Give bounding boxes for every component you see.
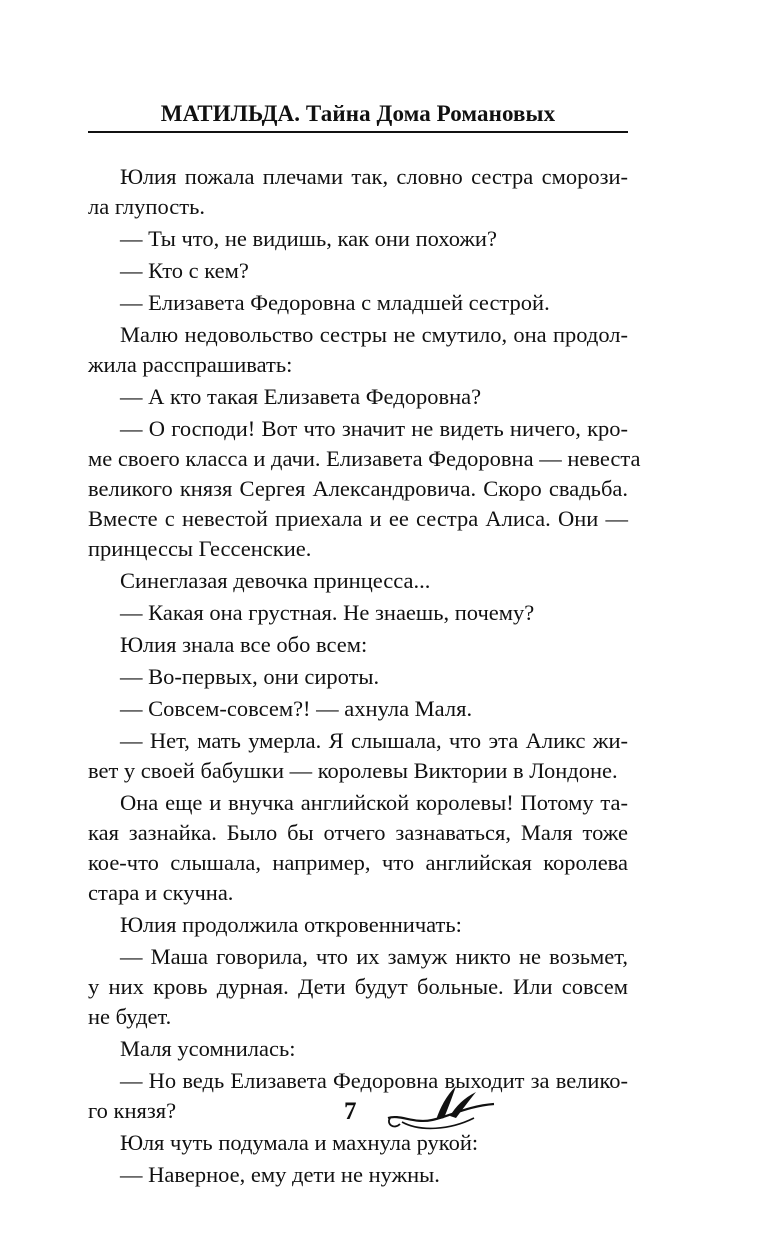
paragraph-line: ме своего класса и дачи. Елизавета Федоровна — невеста	[88, 446, 641, 471]
paragraph-first-line: — Наверное, ему дети не нужны.	[120, 1162, 440, 1187]
paragraph-first-line: — Ты что, не видишь, как они похожи?	[120, 226, 497, 251]
paragraph-line: великого князя Сергея Александровича. Скоро свадьба.	[88, 476, 628, 501]
paragraph-first-line: — Кто с кем?	[120, 258, 249, 283]
paragraph-first-line: — О господи! Вот что значит не видеть ничего, кро-	[120, 416, 628, 441]
paragraph-first-line: Юля чуть подумала и махнула рукой:	[120, 1130, 479, 1155]
header-rule	[88, 131, 628, 133]
paragraph-first-line: Юлия пожала плечами так, словно сестра сморози-	[120, 164, 628, 189]
paragraph-line: не будет.	[88, 1004, 172, 1029]
paragraph-first-line: Юлия знала все обо всем:	[120, 632, 368, 657]
paragraph-first-line: Малю недовольство сестры не смутило, она продол-	[120, 322, 628, 347]
paragraph-line: Вместе с невестой приехала и ее сестра Алиса. Они —	[88, 506, 628, 531]
paragraph-first-line: — Какая она грустная. Не знаешь, почему?	[120, 600, 535, 625]
paragraph-line: кое-что слышала, например, что английская королева	[88, 850, 628, 875]
page-number: 7	[344, 1098, 357, 1125]
paragraph-first-line: Юлия продолжила откровенничать:	[120, 912, 462, 937]
body-text	[88, 162, 641, 1190]
paragraph-first-line: — А кто такая Елизавета Федоровна?	[120, 384, 482, 409]
paragraph-first-line: Она еще и внучка английской королевы! Потому та-	[120, 790, 628, 815]
paragraph-line: у них кровь дурная. Дети будут больные. Или совсем	[88, 974, 628, 999]
paragraph-line: ла глупость.	[88, 194, 205, 219]
paragraph-first-line: — Во-первых, они сироты.	[120, 664, 380, 689]
paragraph-line: стара и скучна.	[88, 880, 234, 905]
paragraph-line: го князя?	[88, 1098, 177, 1123]
paragraph-first-line: — Но ведь Елизавета Федоровна выходит за велико-	[120, 1068, 628, 1093]
paragraph-first-line: — Нет, мать умерла. Я слышала, что эта Аликс жи-	[120, 728, 628, 753]
paragraph-line: принцессы Гессенские.	[88, 536, 312, 561]
flourish-ornament-icon	[380, 1080, 500, 1140]
paragraph-first-line: — Маша говорила, что их замуж никто не возьмет,	[120, 944, 628, 969]
paragraph-first-line: — Елизавета Федоровна с младшей сестрой.	[120, 290, 550, 315]
paragraph-first-line: Маля усомнилась:	[120, 1036, 296, 1061]
paragraph-line: жила расспрашивать:	[88, 352, 293, 377]
paragraph-line: кая зазнайка. Было бы отчего зазнаваться, Маля тоже	[88, 820, 628, 845]
running-header: МАТИЛЬДА. Тайна Дома Романовых	[160, 101, 556, 126]
paragraph-line: вет у своей бабушки — королевы Виктории в Лондоне.	[88, 758, 618, 783]
paragraph-first-line: — Совсем-совсем?! — ахнула Маля.	[120, 696, 473, 721]
paragraph-first-line: Синеглазая девочка принцесса...	[120, 568, 431, 593]
